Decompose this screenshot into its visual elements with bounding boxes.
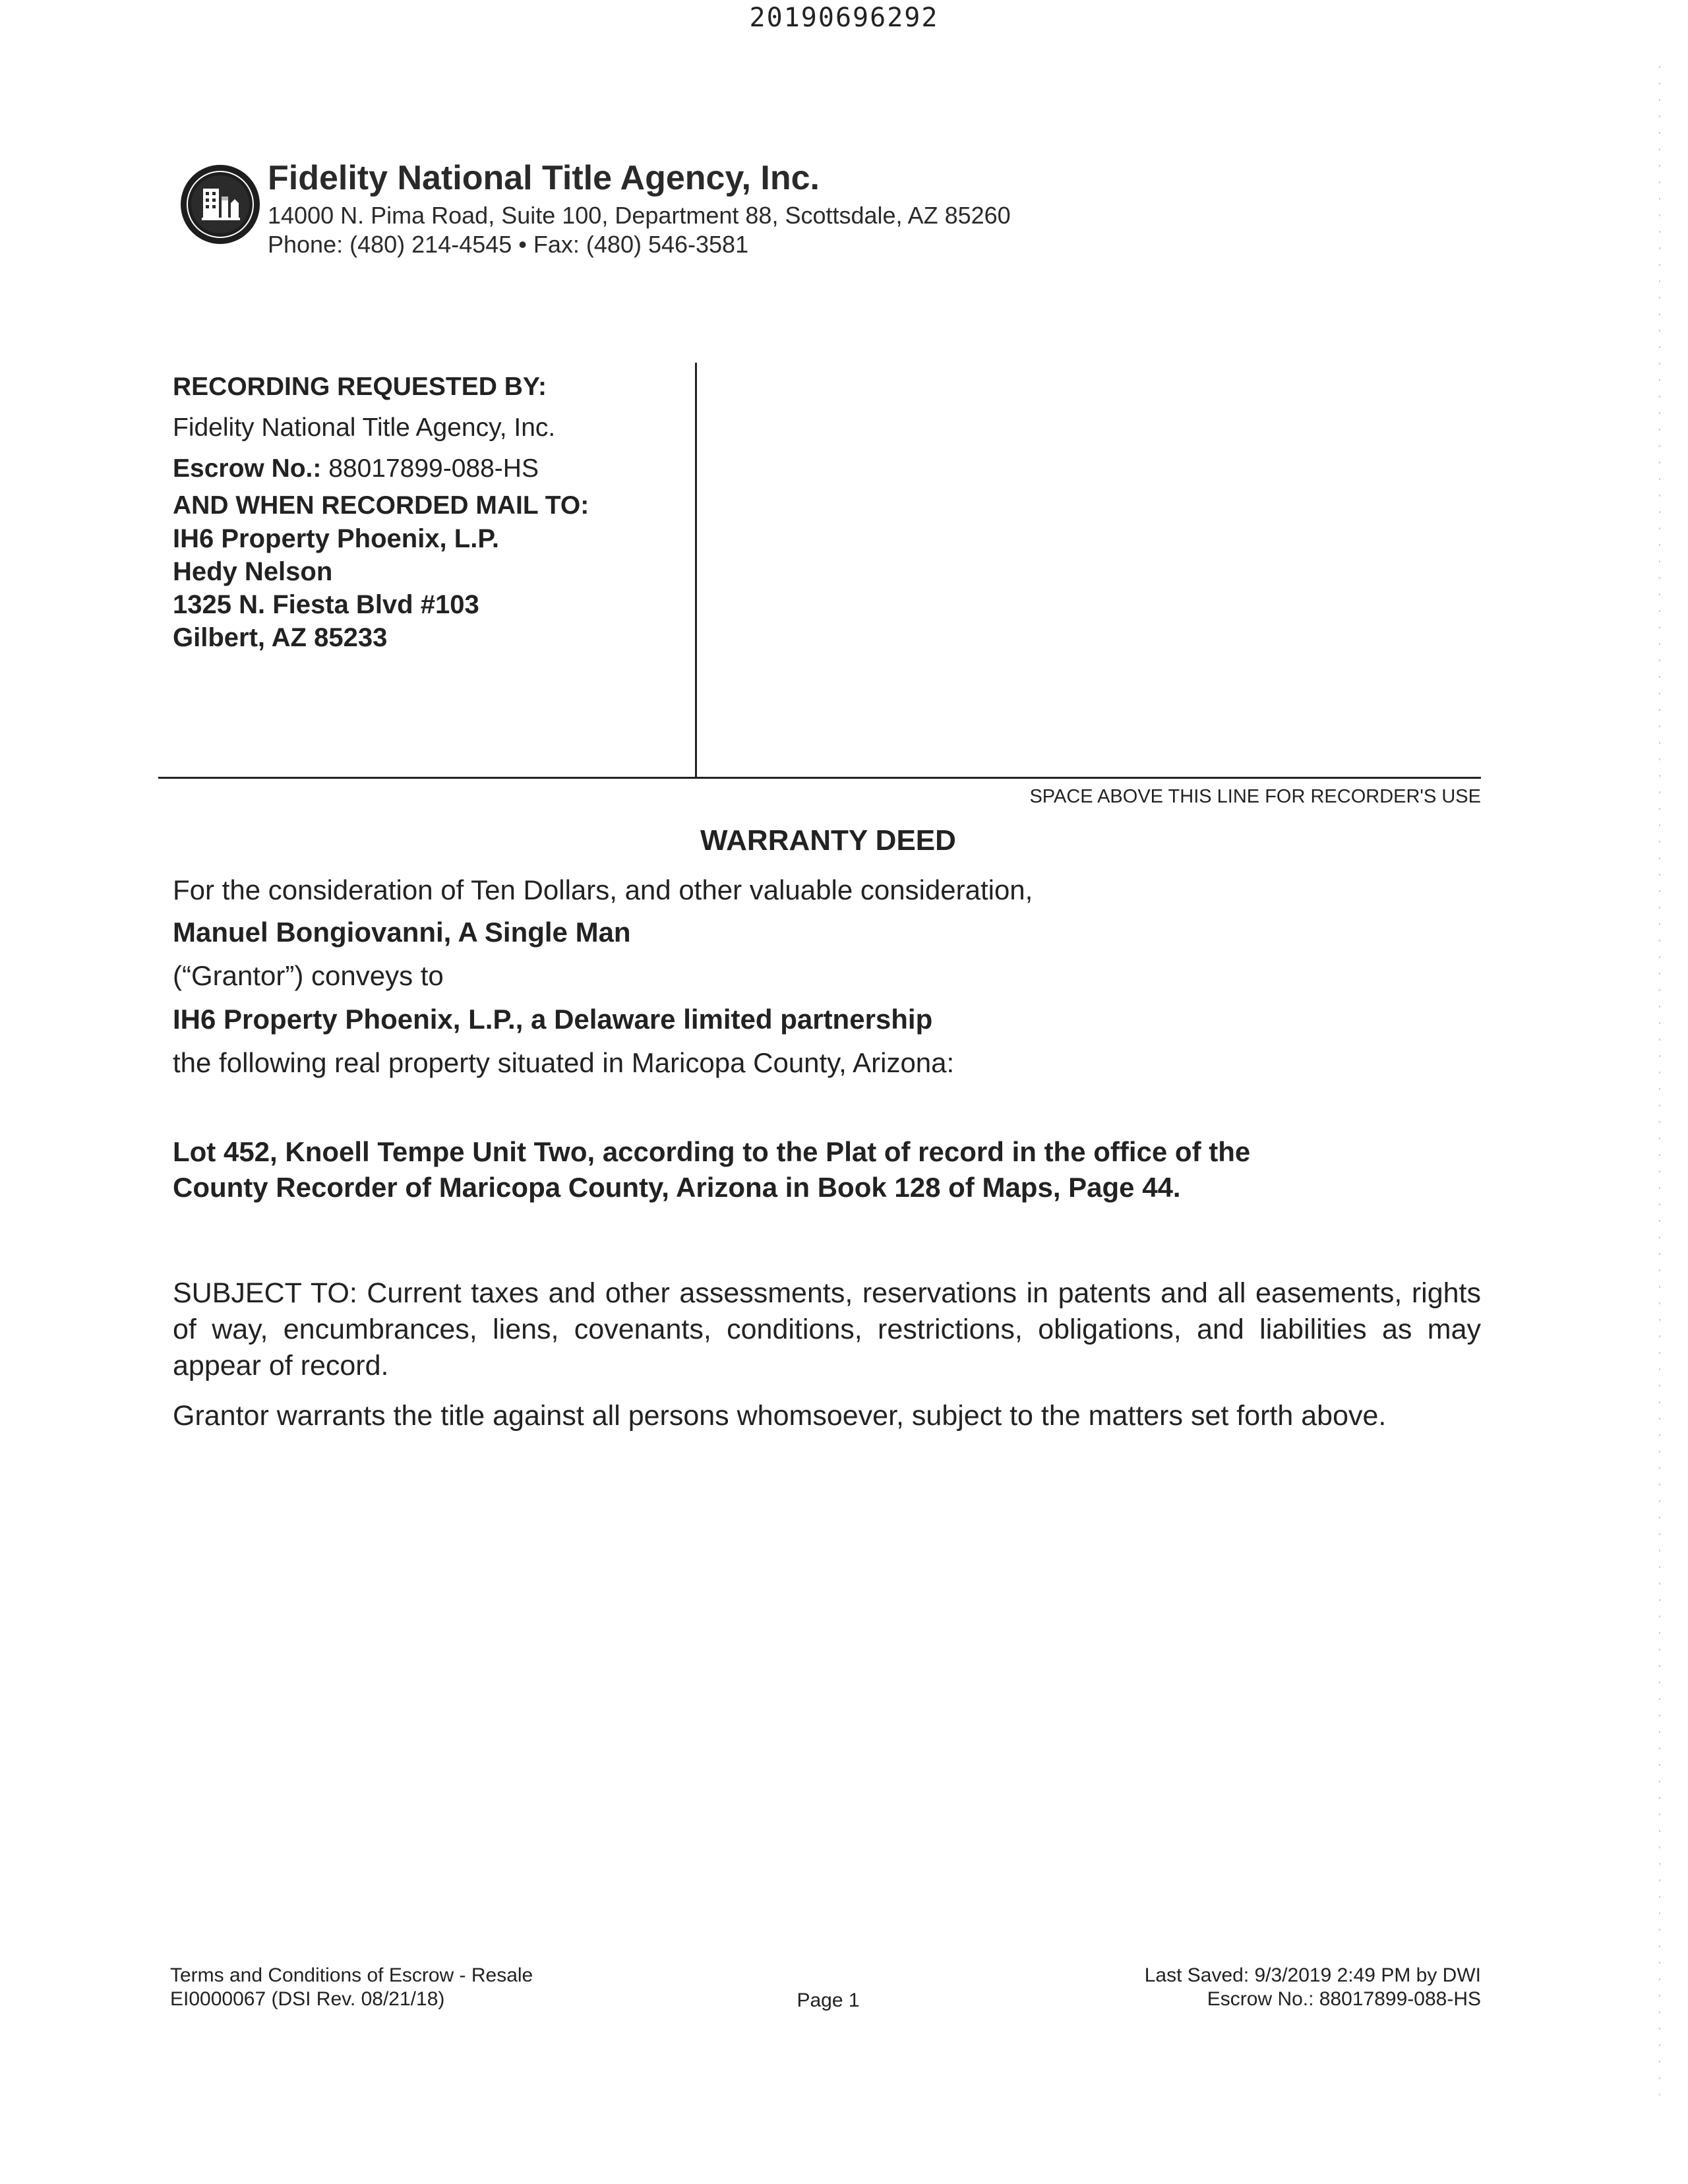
recorder-line xyxy=(158,777,1481,779)
consideration-line: For the consideration of Ten Dollars, and other valuable consideration, xyxy=(173,874,1033,905)
requested-by-label: RECORDING REQUESTED BY: xyxy=(173,373,547,401)
grantee-name: IH6 Property Phoenix, L.P., a Delaware limited partnership xyxy=(173,1004,933,1035)
page-number: Page 1 xyxy=(797,1989,860,2011)
property-intro: the following real property situated in Maricopa County, Arizona: xyxy=(173,1047,955,1078)
escrow-label: Escrow No.: xyxy=(173,454,322,483)
escrow-number: 88017899-088-HS xyxy=(328,454,539,483)
company-phone-fax: Phone: (480) 214-4545 • Fax: (480) 546-3581 xyxy=(268,231,749,258)
last-saved: Last Saved: 9/3/2019 2:49 PM by DWI xyxy=(1144,1964,1481,1986)
company-name: Fidelity National Title Agency, Inc. xyxy=(268,159,820,197)
mail-to-line: Gilbert, AZ 85233 xyxy=(173,623,388,652)
warranty-paragraph: Grantor warrants the title against all persons whomsoever, subject to the matters set forth above. xyxy=(173,1400,1387,1432)
conveys-line: (“Grantor”) conveys to xyxy=(173,960,444,991)
legal-description xyxy=(173,1134,1492,1205)
footer-form-number: EI0000067 (DSI Rev. 08/21/18) xyxy=(170,1988,445,2010)
company-address: 14000 N. Pima Road, Suite 100, Department 88, Scottsdale, AZ 85260 xyxy=(268,202,1011,229)
fidelity-seal-icon xyxy=(179,164,261,245)
footer-escrow-number: Escrow No.: 88017899-088-HS xyxy=(1207,1988,1481,2010)
grantor-name: Manuel Bongiovanni, A Single Man xyxy=(173,917,631,948)
footer-form-title: Terms and Conditions of Escrow - Resale xyxy=(170,1964,533,1986)
recorder-use-note: SPACE ABOVE THIS LINE FOR RECORDER'S USE xyxy=(1029,786,1481,807)
recording-box-divider xyxy=(695,363,697,778)
recording-number: 20190696292 xyxy=(749,3,939,33)
requested-by: Fidelity National Title Agency, Inc. xyxy=(173,413,556,442)
recording-block xyxy=(173,367,589,654)
legal-line: Lot 452, Knoell Tempe Unit Two, according to the Plat of record in the office of the xyxy=(173,1136,1251,1167)
escrow-line xyxy=(173,448,589,489)
footer-right xyxy=(1145,1964,1481,2011)
mail-to-line: Hedy Nelson xyxy=(173,557,333,586)
subject-to-paragraph: SUBJECT TO: Current taxes and other assessments, reservations in patents and all easements, rights of way, encumbrances, liens, covenants, conditions, restrictions, obligations, and liabilities as may appear of record. xyxy=(173,1277,1481,1381)
scan-edge-artifact xyxy=(1658,66,1662,2110)
mail-to-line: 1325 N. Fiesta Blvd #103 xyxy=(173,590,479,619)
mail-to-label: AND WHEN RECORDED MAIL TO: xyxy=(173,491,589,520)
mail-to-line: IH6 Property Phoenix, L.P. xyxy=(173,524,499,553)
legal-line: County Recorder of Maricopa County, Arizona in Book 128 of Maps, Page 44. xyxy=(173,1172,1181,1203)
deed-title: WARRANTY DEED xyxy=(700,824,956,857)
